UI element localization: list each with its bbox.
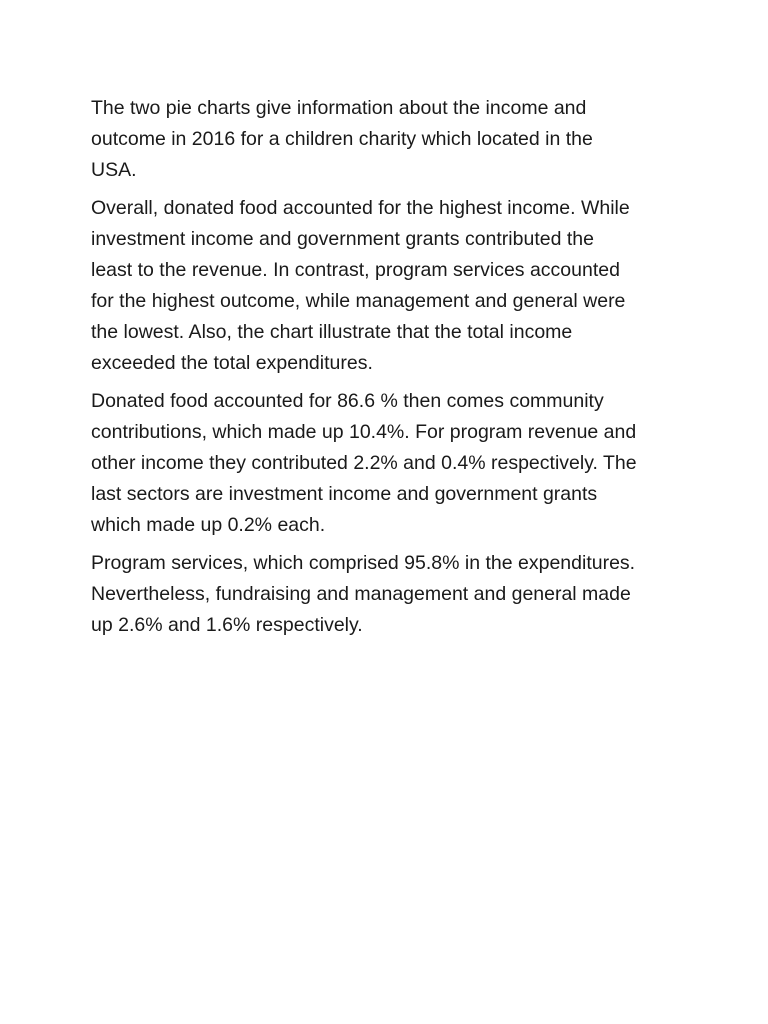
- text-line: least to the revenue. In contrast, program services accounted: [91, 259, 620, 281]
- text-line: the lowest. Also, the chart illustrate that the total income: [91, 321, 573, 343]
- text-line: Nevertheless, fundraising and management and general made: [91, 583, 631, 605]
- paragraph-expenditure-details: [91, 548, 691, 641]
- text-line: contributions, which made up 10.4%. For program revenue and: [91, 421, 637, 443]
- text-line: investment income and government grants contributed the: [91, 228, 594, 250]
- text-line: USA.: [91, 159, 137, 181]
- text-line: Program services, which comprised 95.8% in the expenditures.: [91, 552, 636, 574]
- paragraph-intro: [91, 93, 691, 186]
- text-line: which made up 0.2% each.: [91, 514, 326, 536]
- text-line: other income they contributed 2.2% and 0.4% respectively. The: [91, 452, 637, 474]
- text-line: exceeded the total expenditures.: [91, 352, 373, 374]
- text-line: up 2.6% and 1.6% respectively.: [91, 614, 363, 636]
- text-line: Overall, donated food accounted for the highest income. While: [91, 197, 630, 219]
- paragraph-income-details: [91, 386, 691, 541]
- text-line: Donated food accounted for 86.6 % then comes community: [91, 390, 604, 412]
- text-line: for the highest outcome, while management and general were: [91, 290, 626, 312]
- text-line: last sectors are investment income and government grants: [91, 483, 598, 505]
- paragraph-overview: [91, 193, 691, 379]
- document-body: [91, 93, 691, 648]
- text-line: The two pie charts give information about the income and: [91, 97, 587, 119]
- text-line: outcome in 2016 for a children charity which located in the: [91, 128, 593, 150]
